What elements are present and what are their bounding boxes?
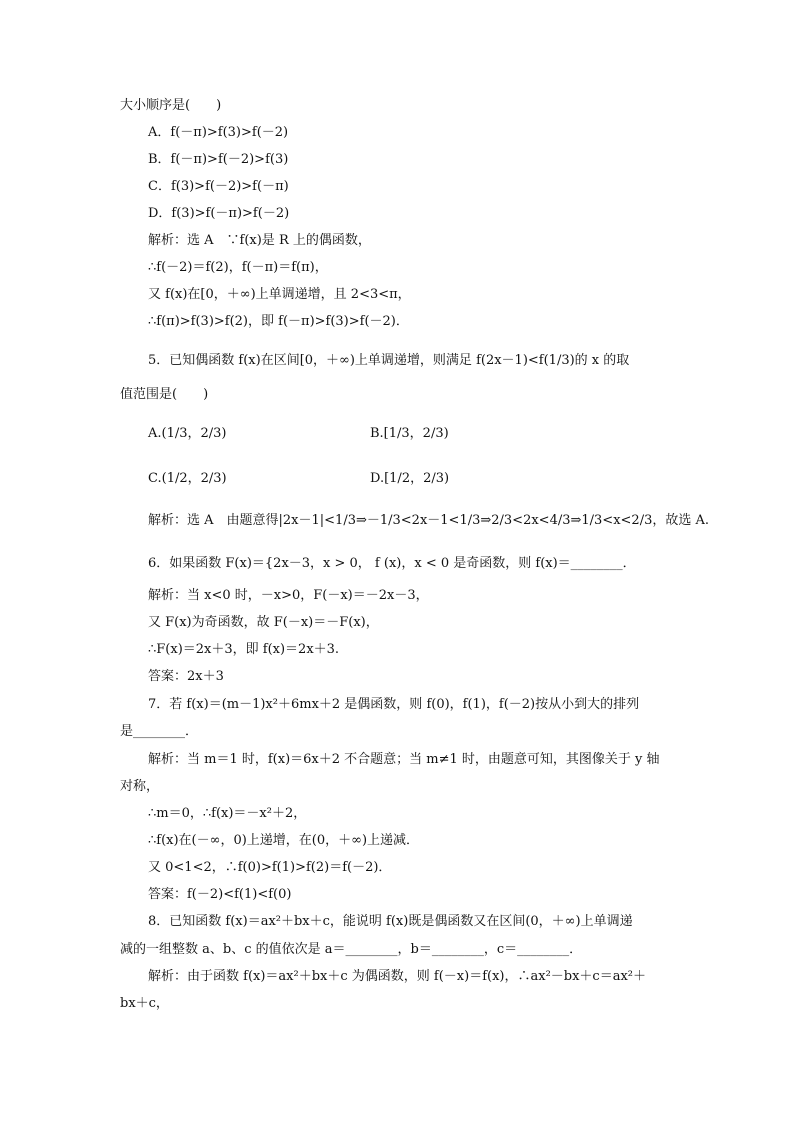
solution-line: 又 F(x)为奇函数，故 F(－x)＝－F(x)， [148, 615, 379, 630]
solution-line: 对称， [120, 779, 160, 794]
solution-line: 解析：当 x<0 时，－x>0，F(－x)＝－2x－3， [148, 588, 429, 603]
option-d: D.[1/2，2/3) [370, 471, 450, 486]
option-c: C．f(3)>f(－2)>f(－π) [148, 179, 289, 194]
answer-line: 答案：f(－2)<f(1)<f(0) [148, 887, 292, 902]
solution-line: 解析：由于函数 f(x)＝ax²＋bx＋c 为偶函数，则 f(－x)＝f(x)，∴ax²－bx＋c＝ax²＋ [148, 969, 647, 984]
option-a: A．f(－π)>f(3)>f(－2) [148, 125, 289, 140]
question-6: 6．如果函数 F(x)＝{2x－3，x > 0， f (x)，x < 0 是奇函数，则 f(x)＝________． [148, 556, 636, 571]
question-8-cont: 减的一组整数 a、b、c 的值依次是 a＝________，b＝________，c＝________． [120, 942, 583, 957]
question-5: 5．已知偶函数 f(x)在区间[0，＋∞)上单调递增，则满足 f(2x－1)<f(1/3)的 x 的取 [148, 353, 630, 368]
question-7: 7．若 f(x)＝(m－1)x²＋6mx＋2 是偶函数，则 f(0)，f(1)，f(－2)按从小到大的排列 [148, 697, 640, 712]
option-c: C.(1/2，2/3) [148, 471, 227, 486]
solution-line: ∴F(x)＝2x＋3，即 f(x)＝2x＋3. [148, 642, 340, 657]
solution-line: 解析：选 A ∵f(x)是 R 上的偶函数， [148, 233, 371, 248]
option-d: D．f(3)>f(－π)>f(－2) [148, 206, 290, 221]
solution-line: ∴f(－2)＝f(2)，f(－π)＝f(π)， [148, 260, 328, 275]
solution-line: 又 f(x)在[0，＋∞)上单调递增，且 2<3<π， [148, 287, 411, 302]
solution-line: 又 0<1<2，∴f(0)>f(1)>f(2)＝f(－2)． [148, 860, 392, 875]
question-7-cont: 是________． [120, 724, 199, 739]
option-b: B．f(－π)>f(－2)>f(3) [148, 152, 289, 167]
question-5-cont: 值范围是( ) [120, 387, 209, 402]
question-8: 8．已知函数 f(x)＝ax²＋bx＋c，能说明 f(x)既是偶函数又在区间(0，＋∞)上单调递 [148, 914, 633, 929]
solution-line: ∴f(x)在(－∞，0)上递增，在(0，＋∞)上递减． [148, 833, 420, 848]
option-b: B.[1/3，2/3) [370, 426, 449, 441]
answer-line: 答案：2x＋3 [148, 669, 224, 684]
solution-line: ∴m＝0，∴f(x)＝－x²＋2， [148, 806, 307, 821]
solution-line: bx＋c， [120, 996, 169, 1011]
text-line: 大小顺序是( ) [120, 98, 222, 113]
solution-line: ∴f(π)>f(3)>f(2)，即 f(－π)>f(3)>f(－2)． [148, 314, 409, 329]
solution-line: 解析：当 m＝1 时，f(x)＝6x＋2 不合题意；当 m≠1 时，由题意可知，其图像关于 y 轴 [148, 752, 660, 767]
solution-line: 解析：选 A 由题意得|2x－1|<1/3⇒－1/3<2x－1<1/3⇒2/3<2x<4/3⇒1/3<x<2/3，故选 A. [148, 513, 709, 528]
option-a: A.(1/3，2/3) [148, 426, 227, 441]
